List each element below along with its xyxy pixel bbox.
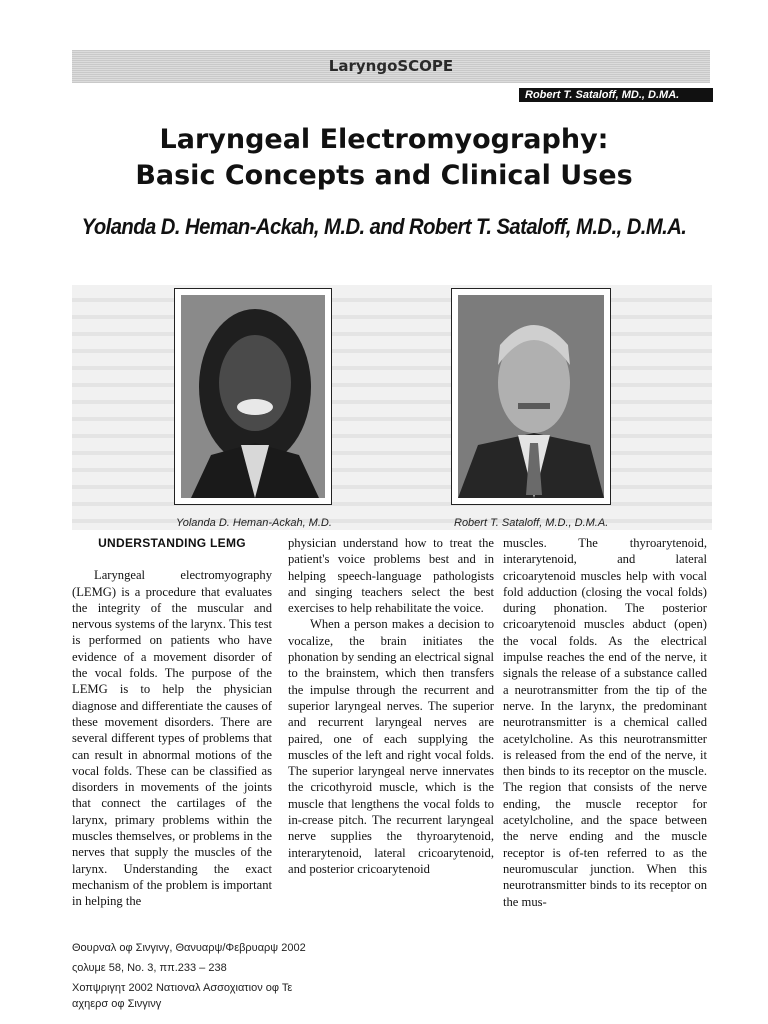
- title-line-2: Basic Concepts and Clinical Uses: [135, 160, 633, 191]
- banner-title: LaryngoSCOPE: [328, 57, 454, 75]
- portrait-graphic-right: [458, 295, 604, 498]
- footer-line-3: Χοπψριγητ 2002 Νατιοναλ Ασσοχιατιον οφ Τε: [72, 982, 293, 994]
- column-3-paragraph: muscles. The thyroarytenoid, interarytenoid, and lateral cricoarytenoid muscles help with vocal fold adduction (closing the vocal folds) during phonation. The posterior cricoarytenoid muscles abduct (open) the vocal folds. As the electrical impulse reaches the end of the nerve, it signals the release of a substance called a neurotransmitter from the tip of the nerve. In the larynx, the predominant neurotransmitter is a chemical called acetylcholine. As this neurotransmitter is released from the end of the nerve, it then binds to its receptor on the muscle. The region that consists of the nerve ending, the muscle receptor for acetylcholine, and the space between the nerve ending and the muscle receptor is of-ten referred to as the neuromuscular junction. When this neurotransmitter binds to its receptor on the mus-: [503, 536, 707, 909]
- author-photo-right: [451, 288, 611, 505]
- title-line-1: Laryngeal Electromyography:: [159, 124, 609, 155]
- footer-line-4: αχηερσ οφ Σινγινγ: [72, 998, 162, 1010]
- text-column-1: [72, 535, 272, 910]
- journal-banner: [72, 50, 710, 83]
- footer-line-1: Θουρναλ οφ Σινγινγ, Θανυαρψ/Φεβρυαρψ 2002: [72, 942, 306, 954]
- photo-caption-left: Yolanda D. Heman-Ackah, M.D.: [176, 517, 332, 529]
- article-authors: Yolanda D. Heman-Ackah, M.D. and Robert T. Sataloff, M.D., D.M.A.: [81, 214, 687, 239]
- section-heading: UNDERSTANDING LEMG: [98, 536, 246, 550]
- background-text-texture: [72, 285, 712, 530]
- column-1-paragraph: Laryngeal electromyography (LEMG) is a procedure that evaluates the integrity of the muscular and nervous systems of the larynx. This test is performed on patients who have evidence of a movement disorder of the vocal folds. The purpose of the LEMG is to help the physician diagnose and differentiate the causes of these movement disorders. There are several different types of problems that can result in abnormal motions of the vocal folds. These can be classified as disorders in movements of the joints that connect the cartilages of the larynx, primary problems within the muscles themselves, or problems in the nerves that supply the muscles of the larynx. Understanding the exact mechanism of the problem is important in helping the: [72, 568, 272, 909]
- text-column-3: [503, 535, 707, 910]
- portrait-image-left: [181, 295, 325, 498]
- author-photo-left: [174, 288, 332, 505]
- footer-line-2: ςολυμε 58, Νο. 3, ππ.233 – 238: [72, 962, 227, 974]
- author-strip: Robert T. Sataloff, MD., D.MA.: [519, 88, 713, 102]
- portrait-graphic-left: [181, 295, 325, 498]
- column-2-paragraph-2: When a person makes a decision to vocalize, the brain initiates the phonation by sending an electrical signal to the brainstem, which then transfers the impulse through the recurrent and superior laryngeal nerves. The superior and recurrent laryngeal nerves are paired, one of each supplying the muscles of the left and right vocal folds. The superior laryngeal nerve innervates the cricothyroid muscle, which is the muscle that lengthens the vocal folds to in-crease pitch. The recurrent laryngeal nerve supplies the thyroarytenoid, interarytenoid, lateral cricoarytenoid, and posterior cricoarytenoid: [288, 617, 494, 876]
- photo-caption-right: Robert T. Sataloff, M.D., D.M.A.: [454, 517, 609, 529]
- column-2-paragraph-1: physician understand how to treat the patient's voice problems best and in helping speech-language pathologists and singing teachers select the best exercises to help rehabilitate the voice.: [288, 536, 494, 616]
- portrait-image-right: [458, 295, 604, 498]
- text-column-2: [288, 535, 494, 877]
- article-title: [0, 122, 768, 194]
